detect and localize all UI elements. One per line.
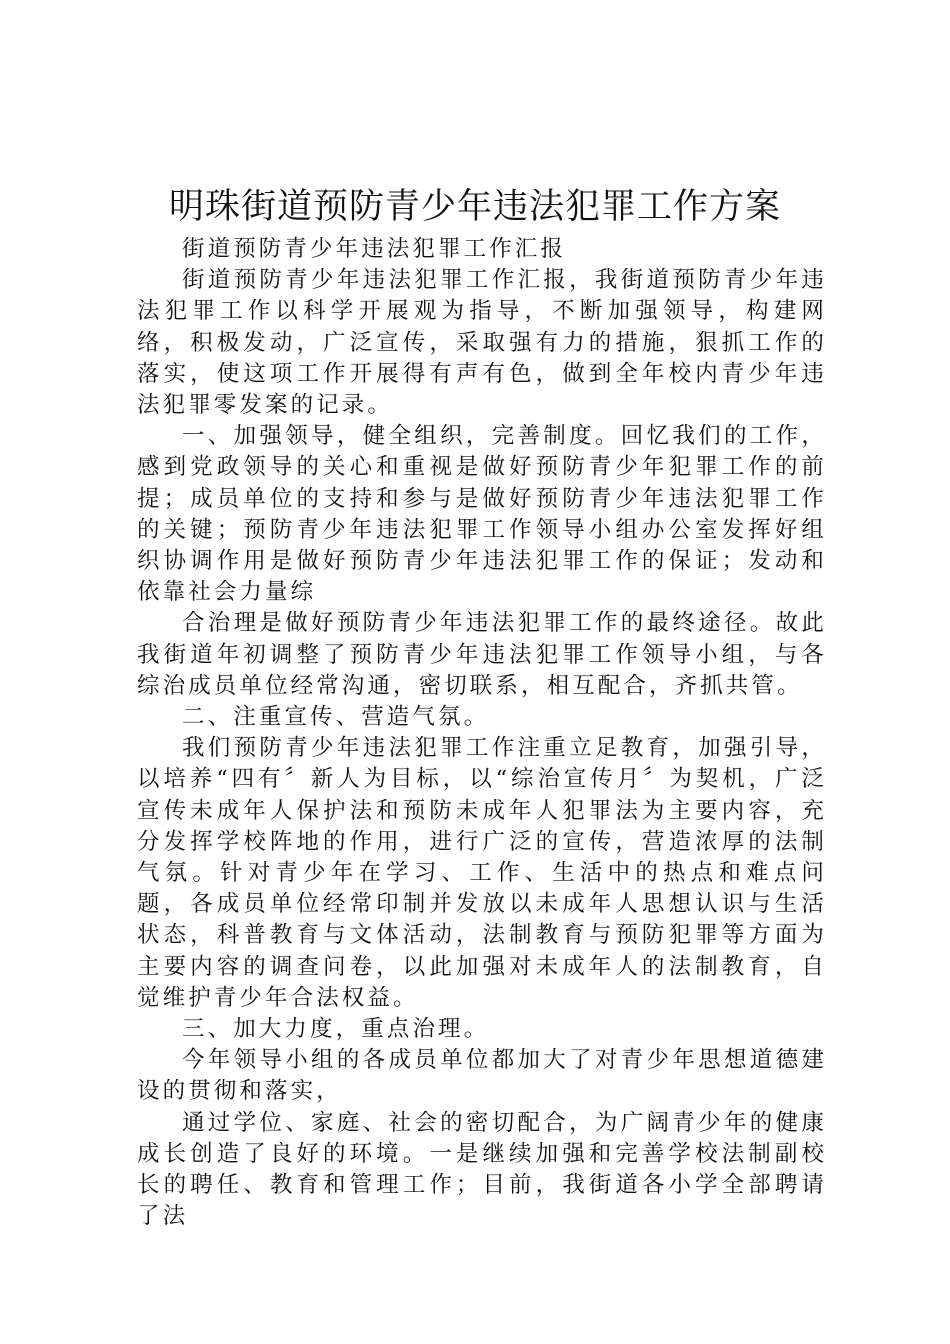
section-three-heading: 三、加大力度，重点治理。 bbox=[182, 1016, 490, 1043]
section-two-heading: 二、注重宣传、营造气氛。 bbox=[182, 704, 490, 731]
subtitle-paragraph: 街道预防青少年违法犯罪工作汇报 bbox=[182, 236, 567, 262]
section-two-paragraph: 我们预防青少年违法犯罪工作注重立足教育，加强引导，以培养“四有〞新人为目标，以“综治宣传月〞为契机，广泛宣传未成年人保护法和预防未成年人犯罪法为主要内容，充分发挥学校阵地的作用，进行广泛的宣传，营造浓厚的法制气氛。针对青少年在学习、工作、生活中的热点和难点问题，各成员单位经常印制并发放以未成年人思想认识与生活状态，科普教育与文体活动，法制教育与预防犯罪等方面为主要内容的调查问卷，以此加强对未成年人的法制教育，自觉维护青少年合法权益。 bbox=[137, 735, 827, 1011]
section-one-paragraph: 一、加强领导，健全组织，完善制度。回忆我们的工作，感到党政领导的关心和重视是做好预防青少年犯罪工作的前提；成员单位的支持和参与是做好预防青少年违法犯罪工作的关键；预防青少年违法犯罪工作领导小组办公室发挥好组织协调作用是做好预防青少年违法犯罪工作的保证；发动和依靠社会力量综 bbox=[137, 423, 827, 606]
intro-paragraph: 街道预防青少年违法犯罪工作汇报，我街道预防青少年违法犯罪工作以科学开展观为指导，不断加强领导，构建网络，积极发动，广泛宣传，采取强有力的措施，狠抓工作的落实，使这项工作开展得有声有色，做到全年校内青少年违法犯罪零发案的记录。 bbox=[137, 267, 827, 419]
section-one-continued-paragraph: 合治理是做好预防青少年违法犯罪工作的最终途径。故此我街道年初调整了预防青少年违法犯罪工作领导小组，与各综治成员单位经常沟通，密切联系，相互配合，齐抓共管。 bbox=[137, 610, 827, 699]
section-three-paragraph: 今年领导小组的各成员单位都加大了对青少年思想道德建设的贯彻和落实， bbox=[137, 1047, 827, 1105]
document-body bbox=[137, 234, 827, 1233]
document-title: 明珠街道预防青少年违法犯罪工作方案 bbox=[168, 187, 781, 227]
section-three-continued-paragraph: 通过学位、家庭、社会的密切配合，为广阔青少年的健康成长创造了良好的环境。一是继续加强和完善学校法制副校长的聘任、教育和管理工作；目前，我街道各小学全部聘请了法 bbox=[137, 1109, 827, 1230]
